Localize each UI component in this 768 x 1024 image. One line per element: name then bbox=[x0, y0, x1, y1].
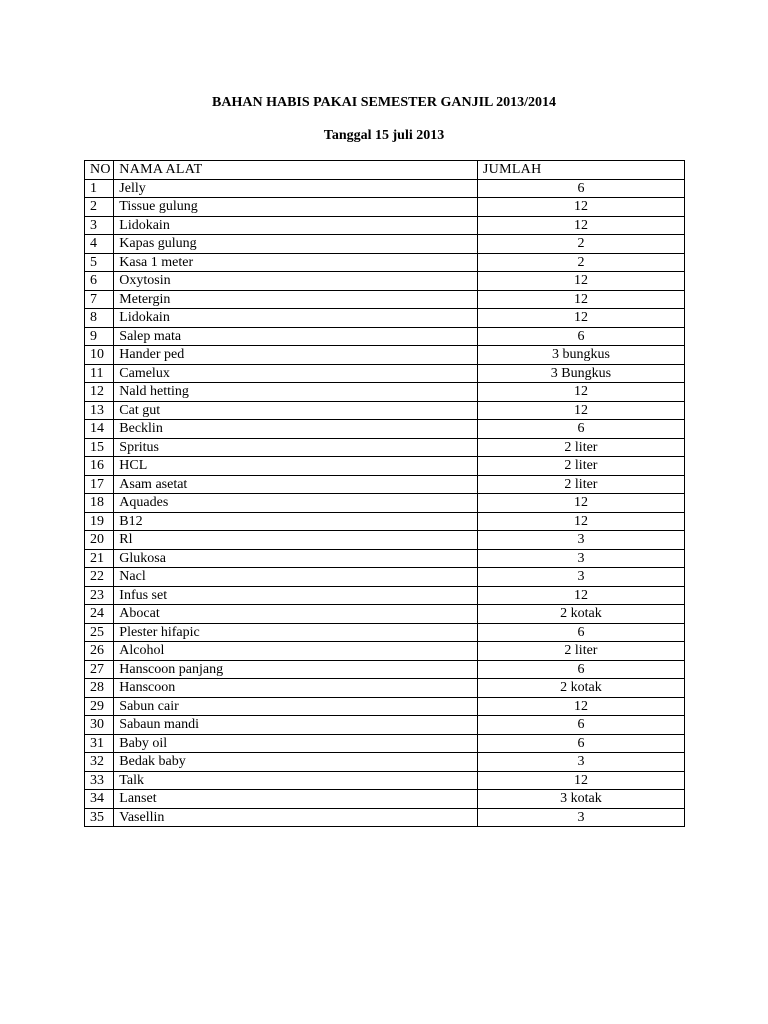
cell-qty: 12 bbox=[477, 494, 684, 513]
cell-no: 14 bbox=[85, 420, 114, 439]
cell-qty: 2 liter bbox=[477, 457, 684, 476]
cell-name: Kasa 1 meter bbox=[114, 253, 478, 272]
table-row bbox=[85, 734, 685, 753]
cell-name: Vasellin bbox=[114, 808, 478, 827]
cell-qty: 2 liter bbox=[477, 642, 684, 661]
table-row bbox=[85, 512, 685, 531]
cell-name: Metergin bbox=[114, 290, 478, 309]
table-row bbox=[85, 216, 685, 235]
cell-qty: 12 bbox=[477, 216, 684, 235]
cell-no: 24 bbox=[85, 605, 114, 624]
cell-qty: 6 bbox=[477, 660, 684, 679]
cell-no: 28 bbox=[85, 679, 114, 698]
cell-no: 11 bbox=[85, 364, 114, 383]
cell-name: Kapas gulung bbox=[114, 235, 478, 254]
cell-qty: 3 bbox=[477, 549, 684, 568]
cell-no: 30 bbox=[85, 716, 114, 735]
cell-name: Aquades bbox=[114, 494, 478, 513]
cell-qty: 3 bungkus bbox=[477, 346, 684, 365]
cell-qty: 6 bbox=[477, 327, 684, 346]
table-row bbox=[85, 420, 685, 439]
table-row bbox=[85, 253, 685, 272]
cell-no: 23 bbox=[85, 586, 114, 605]
table-row bbox=[85, 642, 685, 661]
header-name: NAMA ALAT bbox=[114, 161, 478, 180]
cell-no: 21 bbox=[85, 549, 114, 568]
header-no: NO bbox=[85, 161, 114, 180]
table-row bbox=[85, 623, 685, 642]
table-row bbox=[85, 586, 685, 605]
cell-no: 26 bbox=[85, 642, 114, 661]
cell-qty: 12 bbox=[477, 383, 684, 402]
cell-qty: 12 bbox=[477, 401, 684, 420]
cell-no: 31 bbox=[85, 734, 114, 753]
cell-no: 8 bbox=[85, 309, 114, 328]
table-row bbox=[85, 697, 685, 716]
cell-name: Nacl bbox=[114, 568, 478, 587]
cell-no: 29 bbox=[85, 697, 114, 716]
cell-no: 7 bbox=[85, 290, 114, 309]
cell-no: 20 bbox=[85, 531, 114, 550]
cell-name: Sabaun mandi bbox=[114, 716, 478, 735]
cell-no: 25 bbox=[85, 623, 114, 642]
table-row bbox=[85, 716, 685, 735]
table-row bbox=[85, 198, 685, 217]
cell-no: 34 bbox=[85, 790, 114, 809]
cell-name: B12 bbox=[114, 512, 478, 531]
table-body bbox=[85, 179, 685, 827]
cell-name: Salep mata bbox=[114, 327, 478, 346]
cell-qty: 12 bbox=[477, 198, 684, 217]
cell-qty: 3 kotak bbox=[477, 790, 684, 809]
cell-qty: 12 bbox=[477, 272, 684, 291]
cell-no: 3 bbox=[85, 216, 114, 235]
cell-name: Infus set bbox=[114, 586, 478, 605]
table-row bbox=[85, 438, 685, 457]
table-row bbox=[85, 179, 685, 198]
cell-no: 5 bbox=[85, 253, 114, 272]
cell-name: Lidokain bbox=[114, 309, 478, 328]
cell-qty: 2 liter bbox=[477, 438, 684, 457]
table-row bbox=[85, 531, 685, 550]
cell-qty: 12 bbox=[477, 586, 684, 605]
table-row bbox=[85, 309, 685, 328]
header-qty: JUMLAH bbox=[477, 161, 684, 180]
cell-qty: 3 bbox=[477, 531, 684, 550]
cell-qty: 6 bbox=[477, 734, 684, 753]
table-header-row bbox=[85, 161, 685, 180]
table-row bbox=[85, 771, 685, 790]
cell-qty: 2 kotak bbox=[477, 605, 684, 624]
cell-no: 27 bbox=[85, 660, 114, 679]
cell-qty: 3 bbox=[477, 753, 684, 772]
cell-name: Rl bbox=[114, 531, 478, 550]
cell-name: Hanscoon panjang bbox=[114, 660, 478, 679]
table-row bbox=[85, 327, 685, 346]
cell-no: 6 bbox=[85, 272, 114, 291]
table-row bbox=[85, 364, 685, 383]
cell-name: Tissue gulung bbox=[114, 198, 478, 217]
cell-name: Bedak baby bbox=[114, 753, 478, 772]
cell-name: Becklin bbox=[114, 420, 478, 439]
cell-qty: 3 Bungkus bbox=[477, 364, 684, 383]
cell-name: Abocat bbox=[114, 605, 478, 624]
table-row bbox=[85, 383, 685, 402]
cell-no: 1 bbox=[85, 179, 114, 198]
cell-no: 19 bbox=[85, 512, 114, 531]
cell-name: Hanscoon bbox=[114, 679, 478, 698]
cell-qty: 12 bbox=[477, 512, 684, 531]
cell-no: 18 bbox=[85, 494, 114, 513]
table-row bbox=[85, 568, 685, 587]
cell-no: 32 bbox=[85, 753, 114, 772]
cell-name: Jelly bbox=[114, 179, 478, 198]
cell-no: 13 bbox=[85, 401, 114, 420]
cell-qty: 6 bbox=[477, 420, 684, 439]
table-row bbox=[85, 346, 685, 365]
cell-name: Spritus bbox=[114, 438, 478, 457]
cell-name: Hander ped bbox=[114, 346, 478, 365]
cell-qty: 2 bbox=[477, 253, 684, 272]
cell-name: Talk bbox=[114, 771, 478, 790]
table-row bbox=[85, 235, 685, 254]
cell-qty: 12 bbox=[477, 309, 684, 328]
cell-qty: 12 bbox=[477, 697, 684, 716]
cell-qty: 6 bbox=[477, 179, 684, 198]
inventory-table bbox=[84, 160, 685, 827]
cell-no: 15 bbox=[85, 438, 114, 457]
cell-qty: 12 bbox=[477, 771, 684, 790]
cell-name: Lanset bbox=[114, 790, 478, 809]
cell-name: Lidokain bbox=[114, 216, 478, 235]
cell-name: Glukosa bbox=[114, 549, 478, 568]
table-row bbox=[85, 753, 685, 772]
cell-no: 17 bbox=[85, 475, 114, 494]
cell-no: 35 bbox=[85, 808, 114, 827]
cell-qty: 3 bbox=[477, 568, 684, 587]
cell-no: 22 bbox=[85, 568, 114, 587]
document-title: BAHAN HABIS PAKAI SEMESTER GANJIL 2013/2014 bbox=[212, 95, 556, 110]
cell-no: 4 bbox=[85, 235, 114, 254]
cell-no: 16 bbox=[85, 457, 114, 476]
table-row bbox=[85, 660, 685, 679]
cell-qty: 6 bbox=[477, 716, 684, 735]
table-row bbox=[85, 679, 685, 698]
cell-no: 12 bbox=[85, 383, 114, 402]
document-date: Tanggal 15 juli 2013 bbox=[323, 128, 445, 143]
cell-name: HCL bbox=[114, 457, 478, 476]
cell-no: 10 bbox=[85, 346, 114, 365]
cell-name: Baby oil bbox=[114, 734, 478, 753]
table-row bbox=[85, 475, 685, 494]
cell-name: Alcohol bbox=[114, 642, 478, 661]
table-row bbox=[85, 605, 685, 624]
cell-name: Cat gut bbox=[114, 401, 478, 420]
cell-name: Camelux bbox=[114, 364, 478, 383]
table-row bbox=[85, 272, 685, 291]
table-row bbox=[85, 494, 685, 513]
cell-qty: 12 bbox=[477, 290, 684, 309]
cell-qty: 2 bbox=[477, 235, 684, 254]
cell-qty: 6 bbox=[477, 623, 684, 642]
table-row bbox=[85, 457, 685, 476]
table-row bbox=[85, 290, 685, 309]
cell-qty: 2 liter bbox=[477, 475, 684, 494]
cell-qty: 3 bbox=[477, 808, 684, 827]
table-row bbox=[85, 808, 685, 827]
cell-name: Oxytosin bbox=[114, 272, 478, 291]
table-row bbox=[85, 401, 685, 420]
cell-no: 9 bbox=[85, 327, 114, 346]
cell-name: Nald hetting bbox=[114, 383, 478, 402]
table-row bbox=[85, 790, 685, 809]
cell-name: Sabun cair bbox=[114, 697, 478, 716]
cell-name: Asam asetat bbox=[114, 475, 478, 494]
cell-qty: 2 kotak bbox=[477, 679, 684, 698]
table-row bbox=[85, 549, 685, 568]
cell-no: 33 bbox=[85, 771, 114, 790]
cell-no: 2 bbox=[85, 198, 114, 217]
cell-name: Plester hifapic bbox=[114, 623, 478, 642]
